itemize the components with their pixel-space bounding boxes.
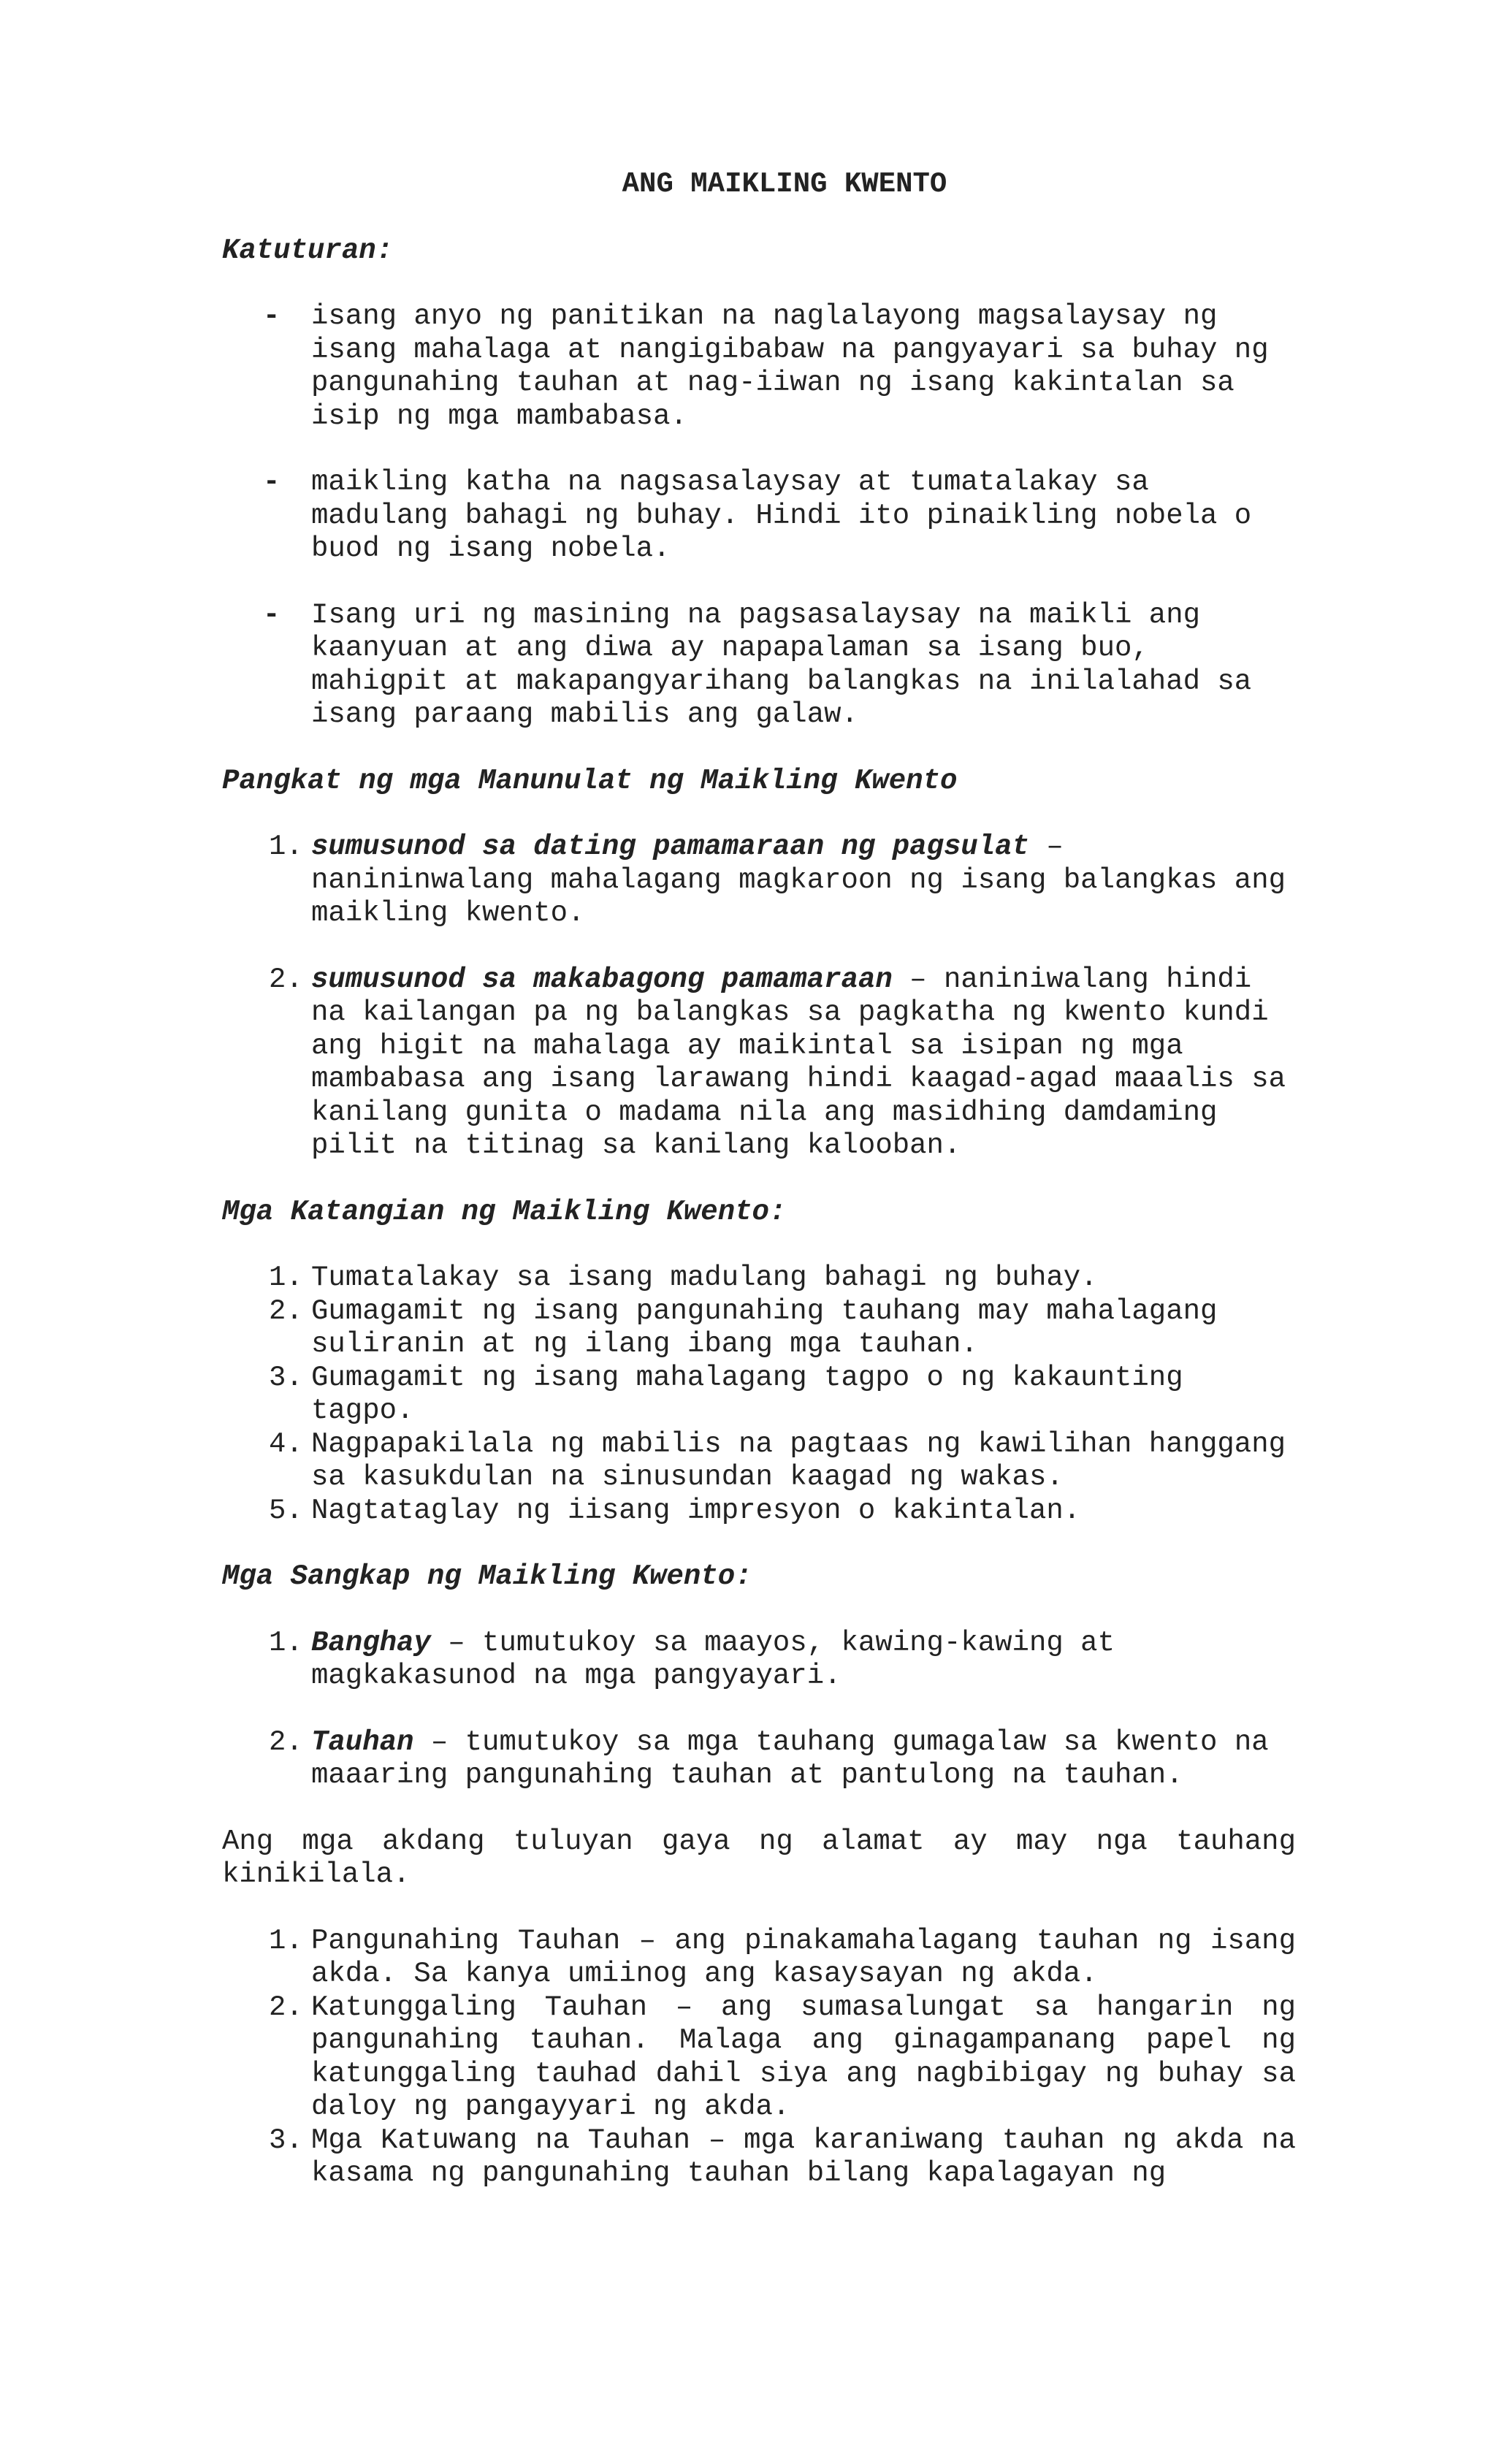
list-item: [222, 1295, 1296, 1362]
section-heading-katuturan: Katuturan:: [222, 234, 394, 267]
list-number: 2.: [269, 1991, 303, 2024]
list-item-text: Pangunahing Tauhan – ang pinakamahalagang tauhan ng isang akda. Sa kanya umiinog ang kasaysayan ng akda.: [311, 1924, 1296, 1990]
list-item: [222, 300, 1296, 433]
akda-paragraph: Ang mga akdang tuluyan gaya ng alamat ay may nga tauhang kinikilala.: [222, 1825, 1296, 1891]
list-item: [222, 1262, 1296, 1295]
list-number: 1.: [269, 1262, 303, 1294]
list-item-text: Gumagamit ng isang pangunahing tauhang may mahalagang suliranin at ng ilang ibang mga tauhan.: [311, 1294, 1218, 1360]
list-number: 3.: [269, 2124, 303, 2156]
list-item-text: maikling katha na nagsasalaysay at tumatalakay sa madulang bahagi ng buhay. Hindi ito pinaikling nobela o buod ng isang nobela.: [311, 466, 1252, 565]
list-item-text: isang anyo ng panitikan na naglalayong magsalaysay ng isang mahalaga at nangigibabaw na pangyayari sa buhay ng pangunahing tauhan at nag-iiwan ng isang kakintalan sa isip ng mga mambabasa.: [311, 300, 1269, 432]
list-number: 1.: [269, 1626, 303, 1659]
list-number: 2.: [269, 1725, 303, 1758]
sangkap-list: [222, 1627, 1296, 1793]
list-item: [222, 1726, 1296, 1793]
list-number: 4.: [269, 1427, 303, 1460]
list-item-text: Mga Katuwang na Tauhan – mga karaniwang tauhan ng akda na kasama ng pangunahing tauhan bilang kapalagayan ng: [311, 2124, 1296, 2189]
list-item-text: – tumutukoy sa maayos, kawing-kawing at magkakasunod na mga pangyayari.: [311, 1626, 1115, 1692]
list-item: [222, 466, 1296, 566]
section-heading-katangian: Mga Katangian ng Maikling Kwento:: [222, 1195, 787, 1228]
list-item-text: Gumagamit ng isang mahalagang tagpo o ng kakaunting tagpo.: [311, 1361, 1183, 1427]
list-item-term: sumusunod sa makabagong pamamaraan: [311, 963, 893, 996]
list-number: 5.: [269, 1494, 303, 1527]
list-item: [222, 831, 1296, 931]
list-item: [222, 1428, 1296, 1495]
dash-marker: -: [263, 466, 280, 498]
list-item-text: – nanininwalang mahalagang magkaroon ng isang balangkas ang maikling kwento.: [311, 831, 1286, 929]
katangian-list: [222, 1262, 1296, 1527]
list-item: [222, 1362, 1296, 1428]
list-number: 1.: [269, 1924, 303, 1957]
list-item: [222, 964, 1296, 1163]
tauhan-types-list: [222, 1925, 1296, 2191]
list-item-text: Isang uri ng masining na pagsasalaysay na maikli ang kaanyuan at ang diwa ay napapalaman sa isang buo, mahigpit at makapangyarihang balangkas na inilalahad sa isang paraang mabilis ang galaw.: [311, 598, 1252, 731]
list-item: [222, 1991, 1296, 2124]
list-item: [222, 2124, 1296, 2191]
section-heading-sangkap: Mga Sangkap ng Maikling Kwento:: [222, 1560, 752, 1593]
list-item-text: Nagtataglay ng iisang impresyon o kakintalan.: [311, 1494, 1081, 1527]
list-item-text: Nagpapakilala ng mabilis na pagtaas ng kawilihan hanggang sa kasukdulan na sinusundan kaagad ng wakas.: [311, 1427, 1286, 1493]
list-item: [222, 1925, 1296, 1991]
list-number: 2.: [269, 963, 303, 996]
list-item-term: Banghay: [311, 1626, 431, 1659]
list-item-text: Katunggaling Tauhan – ang sumasalungat sa hangarin ng pangunahing tauhan. Malaga ang ginagampanang papel ng katunggaling tauhad dahil siya ang nagbibigay ng buhay sa daloy ng pangayyari ng akda.: [311, 1991, 1296, 2123]
section-heading-pangkat: Pangkat ng mga Manunulat ng Maikling Kwento: [222, 764, 958, 797]
dash-marker: -: [263, 598, 280, 631]
list-number: 2.: [269, 1294, 303, 1327]
document-page: [222, 168, 1296, 2224]
pangkat-list: [222, 831, 1296, 1163]
katuturan-list: [222, 300, 1296, 732]
list-number: 1.: [269, 831, 303, 863]
list-item-term: sumusunod sa dating pamamaraan ng pagsulat: [311, 831, 1029, 863]
list-item: [222, 599, 1296, 732]
list-item-term: Tauhan: [311, 1725, 414, 1758]
list-item: [222, 1495, 1296, 1528]
document-title: ANG MAIKLING KWENTO: [622, 168, 947, 200]
list-item-text: – naniniwalang hindi na kailangan pa ng balangkas sa pagkatha ng kwento kundi ang higit na mahalaga ay maikintal sa isipan ng mga mambabasa ang isang larawang hindi kaagad-agad maaalis sa kanilang gunita o madama nila ang masidhing damdaming pilit na titinag sa kanilang kalooban.: [311, 963, 1286, 1162]
list-item-text: Tumatalakay sa isang madulang bahagi ng buhay.: [311, 1262, 1098, 1294]
list-number: 3.: [269, 1361, 303, 1394]
list-item-text: – tumutukoy sa mga tauhang gumagalaw sa kwento na maaaring pangunahing tauhan at pantulong na tauhan.: [311, 1725, 1269, 1791]
dash-marker: -: [263, 300, 280, 332]
list-item: [222, 1627, 1296, 1693]
